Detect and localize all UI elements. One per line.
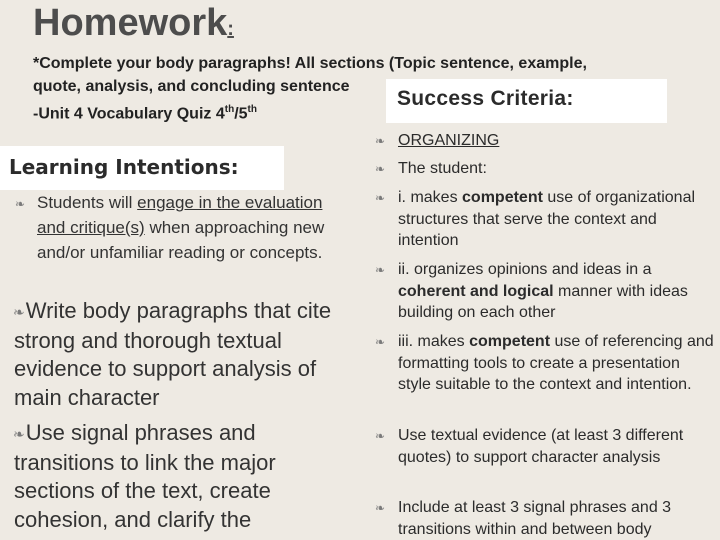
arrow-bullet-icon: ❧: [375, 162, 386, 176]
criteria-2-bold: coherent and logical: [398, 282, 554, 300]
homework-line-1: *Complete your body paragraphs! All sections (Topic sentence, example,: [33, 55, 587, 72]
criteria-3-text: iii. makes: [398, 333, 470, 350]
criteria-3-text-end: use of referencing and formatting tools to create a presentation style suitable to the context and intention.: [398, 333, 714, 393]
arrow-bullet-icon: ❧: [13, 304, 25, 320]
success-criteria-heading: Success Criteria:: [397, 87, 574, 110]
criteria-organizing: [375, 130, 714, 152]
criteria-item-5: [375, 497, 714, 540]
criteria-5-text: Include at least 3 signal phrases and 3 transitions within and between body: [398, 499, 672, 538]
arrow-bullet-icon: ❧: [375, 429, 386, 443]
organizing-label: ORGANIZING: [398, 132, 500, 149]
vocab-quiz-text: -Unit 4 Vocabulary Quiz 4: [33, 105, 225, 123]
arrow-bullet-icon: ❧: [375, 191, 386, 205]
criteria-2-text: ii. organizes opinions and ideas in a: [398, 261, 652, 278]
learning-intention-item-1: [15, 190, 347, 265]
vocab-quiz-mid: /5: [234, 105, 248, 123]
arrow-bullet-icon: ❧: [375, 263, 386, 277]
li-item-1-underlined: engage in the evaluation and critique(s): [37, 193, 323, 237]
slide-title-text: Homework: [33, 2, 228, 44]
criteria-item-1: [375, 187, 714, 252]
arrow-bullet-icon: ❧: [375, 501, 386, 515]
criteria-1-text: i. makes: [398, 189, 463, 206]
criteria-the-student: [375, 158, 714, 180]
li-item-2-text: Write body paragraphs that cite strong and thorough textual evidence to support analysis of main character: [14, 298, 332, 410]
li-item-1-text: Students will: [37, 193, 138, 212]
arrow-bullet-icon: ❧: [375, 335, 386, 349]
title-colon: :: [227, 18, 234, 40]
homework-line-2: quote, analysis, and concluding sentence: [33, 78, 350, 95]
li-item-3-text: Use signal phrases and transitions to link the major sections of the text, create cohesion, and clarify the: [14, 420, 276, 532]
criteria-item-3: [375, 331, 714, 396]
the-student-label: The student:: [398, 160, 487, 177]
criteria-item-2: [375, 259, 714, 324]
criteria-item-4: [375, 425, 714, 468]
learning-intentions-heading: Learning Intentions:: [9, 155, 239, 179]
arrow-bullet-icon: ❧: [375, 134, 386, 148]
criteria-2-text-end: manner with ideas building on each other: [398, 282, 688, 321]
learning-intention-item-2: [14, 297, 354, 412]
arrow-bullet-icon: ❧: [13, 426, 25, 442]
criteria-3-bold: competent: [469, 333, 551, 350]
ordinal-sup: th: [247, 104, 257, 115]
slide-title: [33, 0, 234, 52]
criteria-4-text: Use textual evidence (at least 3 different quotes) to support character analysis: [398, 427, 684, 466]
criteria-1-bold: competent: [462, 189, 543, 206]
ordinal-sup: th: [224, 104, 235, 115]
criteria-1-text-end: use of organizational structures that serve the context and intention: [398, 189, 696, 249]
li-item-1-text-end: when approaching new and/or unfamiliar reading or concepts.: [37, 218, 325, 262]
learning-intention-item-3: [14, 419, 354, 534]
arrow-bullet-icon: ❧: [15, 197, 26, 211]
